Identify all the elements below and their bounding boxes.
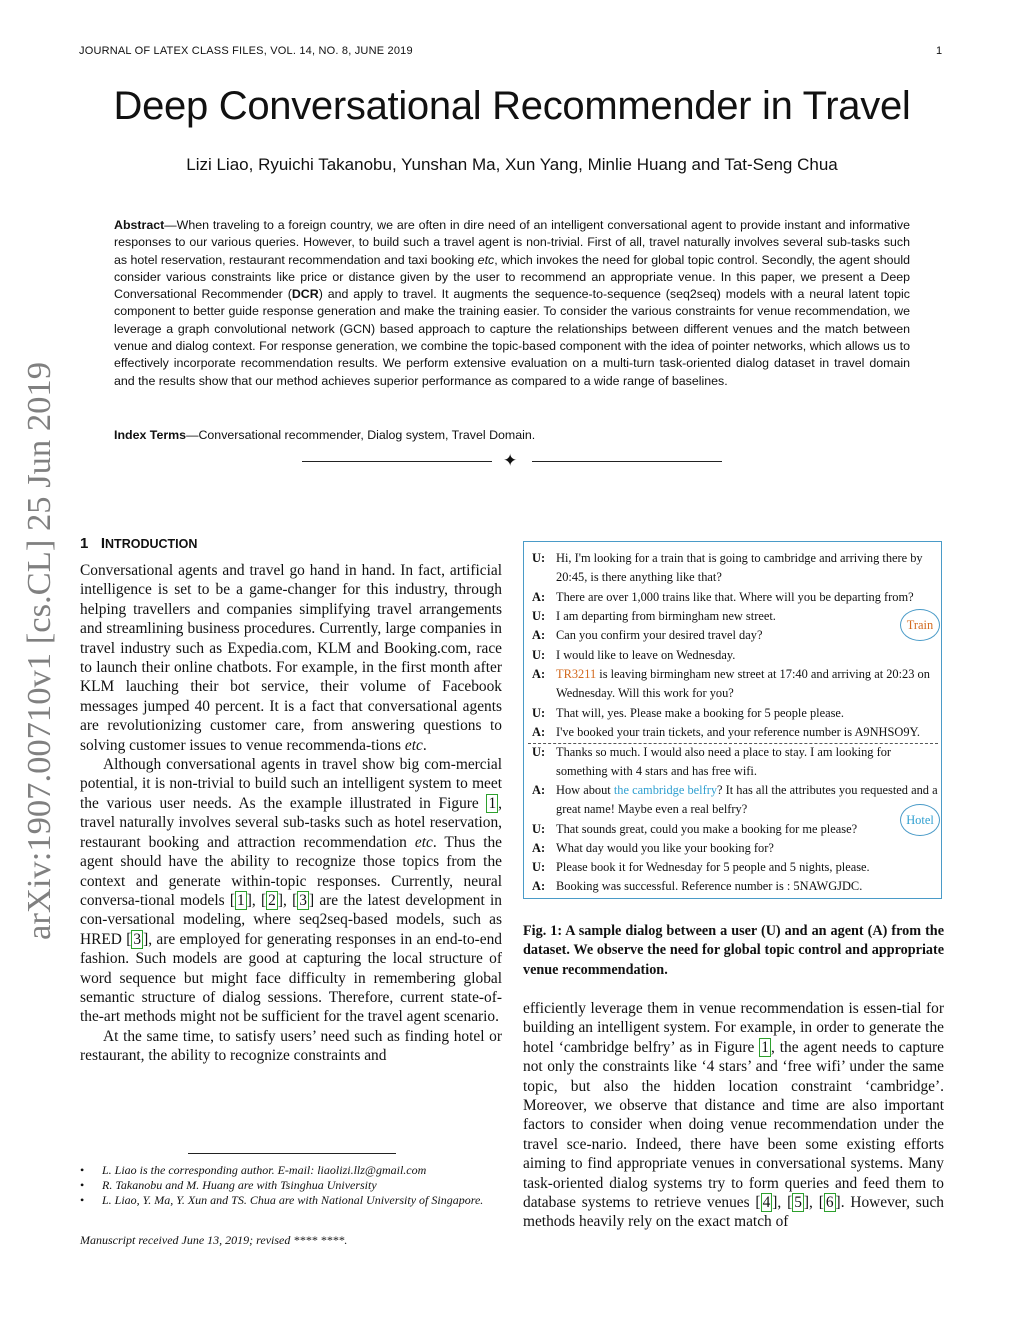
speaker-label: A: [532,725,546,739]
speaker-label: U: [532,551,546,565]
dialog-turn: There are over 1,000 trains like that. Where will you be departing from? [556,590,914,604]
paper-title: Deep Conversational Recommender in Travel [113,84,911,128]
dialog-turn: That sounds great, could you make a booking for me please? [556,822,858,836]
citation-link[interactable]: 5 [794,1194,802,1212]
dialog-turn: Booking was successful. Reference number is : 5NAWGJDC. [556,879,863,893]
author-list: Lizi Liao, Ryuichi Takanobu, Yunshan Ma, Xun Yang, Minlie Huang and Tat-Seng Chua [186,155,838,174]
text-run: . Thus the agent should have the ability to recognize those topics from the context and generate within-topic responses. Currently, neural conversa-tional models [80,833,502,909]
section-heading [80,535,197,552]
intro-column-right: efficiently leverage them in venue recommendation is essen-tial for building an intelligent system. For example, in order to generate the hotel ‘cambridge belfry’ as in Figure 1 , the agent needs to capture not only the constraints like ‘4 stars’ and ‘free wifi’ under the same topic, but also the hidden location constraint ‘cambridge’. Moreover, we observe that distance and time are also important factors to consider when doing venue recommendation under the travel sce-nario. Indeed, there have been some existing efforts aiming to find appropriate venues in conversational systems. Many task-oriented dialog systems try to form queries and feed them to database systems to retrieve venues [ 4 ], [ 5 ], [ 6 ]. However, such methods heavily rely on the exact match of [523,1000,944,1231]
text-etc: etc [414,833,433,851]
intro-paragraph-1 [80,561,502,755]
speaker-label: U: [532,822,546,836]
text-run: , [282,891,293,909]
running-header: JOURNAL OF LATEX CLASS FILES, VOL. 14, NO. 8, JUNE 2019 [79,45,413,57]
dialog-turn: That will, yes. Please make a booking for 5 people please. [556,706,844,720]
speaker-label: A: [532,783,546,797]
figure-caption: Fig. 1: A sample dialog between a user (U) and an agent (A) from the dataset. We observe the need for global topic control and appropriate venue recommendation. [523,923,944,978]
arxiv-stamp-text: arXiv:1907.00710v1 [cs.CL] 25 Jun 2019 [21,371,58,940]
citation-link[interactable]: 2 [268,891,276,909]
text-run: , are employed for generating responses in an end-to-end fashion. Such models are good at capturing the local structure of word sequence but might face difficulty in remembering global semantic structure of dialog sessions. Therefore, current state-of-the-art methods might not be sufficient for the travel agent scenario. [80,930,502,1026]
dialog-turn [556,781,938,819]
speaker-label: A: [532,667,546,681]
footnote-item [80,1178,504,1193]
footnote-item [80,1193,504,1208]
train-topic-tag: Train [900,609,940,641]
dialog-turn: What day would you like your booking for? [556,841,774,855]
dialog-turn: I've booked your train tickets, and your reference number is A9NHSO9Y. [556,725,920,739]
citation-link[interactable]: 6 [825,1194,834,1212]
hotel-topic-tag: Hotel [900,804,940,836]
text-run: , [777,1194,788,1212]
abstract-label: Abstract [114,218,165,232]
text-run: Although conversational agents in travel show big com-mercial potential, it is non-trivial to build such an intelligent system to meet the various user needs. As the example illustrated in Figure [80,756,502,812]
text-run: , [809,1194,819,1212]
text-run: are the latest development in con-versational modeling, where seq2seq-based models, such as HRED [80,891,502,948]
text-run: , the agent needs to capture not only the constraints like ‘4 stars’ and ‘free wifi’ under the same topic, but also the hidden location constraint ‘cambridge’. Moreover, we observe that distance and time are also important factors to consider when doing venue recommendation under the travel sce-nario. Indeed, there have been some existing efforts aiming to find appropriate venues in conversational systems. Many task-oriented dialog systems try to form queries and feed them to database systems to retrieve venues [523,1038,944,1212]
hotel-entity: the cambridge belfry [613,783,718,797]
speaker-label: U: [532,706,546,720]
train-entity: TR3211 [556,667,597,681]
figure-reference-link[interactable]: 1 [488,794,497,812]
citation-link[interactable]: 1 [237,891,245,909]
bullet-icon: • [80,1193,85,1207]
speaker-label: A: [532,841,546,855]
section-title-rest: NTRODUCTION [105,537,198,551]
abstract-etc: etc [477,252,495,267]
speaker-label: A: [532,628,546,642]
index-terms-label: Index Terms [114,428,187,442]
arxiv-stamp [14,360,60,940]
intro-paragraph-3: At the same time, to satisfy users’ need such as finding hotel or restaurant, the ability to recognize constraints and [80,1027,502,1065]
abstract [114,217,910,390]
footnote-text: L. Liao, Y. Ma, Y. Xun and TS. Chua are with National University of Singapore. [102,1193,484,1207]
text-run: . However, such methods heavily rely on the exact match of [523,1194,944,1231]
footnote-rule [188,1153,396,1154]
speaker-label: U: [532,745,546,759]
separator-rule-right [532,461,722,462]
index-terms [114,428,910,442]
manuscript-note: Manuscript received June 13, 2019; revised **** ****. [80,1233,348,1247]
section-initial: I [100,535,106,552]
text-run: efficiently leverage them in venue recommendation is essen-tial for building an intelligent system. For example, in order to generate the hotel ‘cambridge belfry’ as in Figure [523,1000,944,1056]
index-terms-text: —Conversational recommender, Dialog system, Travel Domain. [186,428,536,442]
intro-paragraph-2: Although conversational agents in travel show big com-mercial potential, it is non-trivial to build such an intelligent system to meet the various user needs. As the example illustrated in Figure 1 , travel naturally involves several sub-tasks such as hotel reservation, restaurant booking and attraction recommendation etc. Thus the agent should have the ability to recognize those topics from the context and generate within-topic responses. Currently, neural conversa-tional models [ 1 ], [ 2 ], [ 3 ] are the latest development in con-versational modeling, where seq2seq-based models, such as HRED [ 3 ], are employed for generating responses in an end-to-end fashion. Such models are good at capturing the local structure of word sequence but might face difficulty in remembering global semantic structure of dialog sessions. Therefore, current state-of-the-art methods might not be sufficient for the travel agent scenario. [80,756,502,1026]
citation-link[interactable]: 4 [762,1194,771,1212]
dialog-turn: Can you confirm your desired travel day? [556,628,763,642]
text-run: How about [556,783,614,797]
abstract-text-3: ) and apply to travel. It augments the sequence-to-sequence (seq2seq) models with a neural latent topic component to better guide response generation and make the training easier. To consider the various constraints for venue recommendation, we leverage a graph convolutional network (GCN) based approach to capture the relationships between different venues and the match between venue and dialog context. For response generation, we combine the topic-based component with the idea of pointer networks, which allows us to effectively incorporate recommendation results. We perform extensive evaluation on a multi-turn task-oriented dialog dataset in travel domain and the results show that our method achieves superior performance as compared to a wide range of baselines. [114,287,911,388]
bullet-icon: • [80,1163,85,1177]
abstract-text-2: , which invokes the need for global topic control. Secondly, the agent should consider various constraints like price or distance given by the user to recommend an appropriate venue. In this paper, we present a Deep Conversational Recommender ( [114,252,911,302]
dialog-turn: Thanks so much. I would also need a place to stay. I am looking for something with 4 stars and has free wifi. [556,745,892,779]
dialog-turn [556,665,938,703]
intro-column-left [80,561,502,1066]
abstract-text-1: —When traveling to a foreign country, we are often in dire need of an intelligent conversational agent to provide instant and informative responses to our various queries. However, to build such a travel agent is non-trivial. First of all, travel naturally involves several sub-tasks such as hotel reservation, restaurant recommendation and taxi booking [114,218,910,267]
text-run: ? It has all the attributes you requested and a great name! Maybe even a real belfry? [556,783,938,817]
text-run: is leaving birmingham new street at 17:40 and arriving at 20:23 on Wednesday. Will this work for you? [556,667,930,701]
text-run: Conversational agents and travel go hand in hand. In fact, artificial intelligence is set to be a game-changer for this industry, through helping travellers and companies simplifying travel arrangements and streamlining business procedures. Currently, large companies in travel industry such as Expedia.com, KLM and Booking.com, race to launch their online chatbots. For example, in the first month after KLM lauching their bot service, their volume of Facebook messages jumped 40 percent. It is a fact that conversational agents are revolutionizing customer care, from answering questions to solving customer issues to venue recommenda-tions [80,562,502,754]
text-run: . [422,736,427,754]
speaker-label: U: [532,860,546,874]
section-number: 1 [80,535,89,552]
footnote-text: L. Liao is the corresponding author. E-mail: liaolizi.llz@gmail.com [102,1163,427,1177]
page-number: 1 [936,45,943,57]
separator-rule-left [302,461,492,462]
speaker-label: U: [532,648,546,662]
abstract-dcr: DCR [291,287,319,302]
speaker-label: U: [532,609,546,623]
footnote-item [80,1163,504,1178]
dialog-turn: Please book it for Wednesday for 5 people and 5 nights, please. [556,860,870,874]
dialog-turn: I am departing from birmingham new street. [556,609,776,623]
speaker-label: A: [532,590,546,604]
separator-symbol: ✦ [503,451,518,470]
text-run: , [251,891,261,909]
text-etc: etc [404,736,423,754]
speaker-label: A: [532,879,546,893]
footnote-text: R. Takanobu and M. Huang are with Tsinghua University [102,1178,377,1192]
figure-reference-link[interactable]: 1 [761,1038,769,1056]
text-run: , travel naturally involves several sub-tasks such as hotel reservation, restaurant booking and attraction recommendation [80,794,502,851]
dialog-turn: I would like to leave on Wednesday. [556,648,736,662]
footnotes [80,1163,504,1208]
citation-link[interactable]: 3 [299,891,307,909]
dialog-turn: Hi, I'm looking for a train that is going to cambridge and arriving there by 20:45, is there anything like that? [556,551,923,585]
bullet-icon: • [80,1178,85,1192]
citation-link[interactable]: 3 [133,930,142,948]
